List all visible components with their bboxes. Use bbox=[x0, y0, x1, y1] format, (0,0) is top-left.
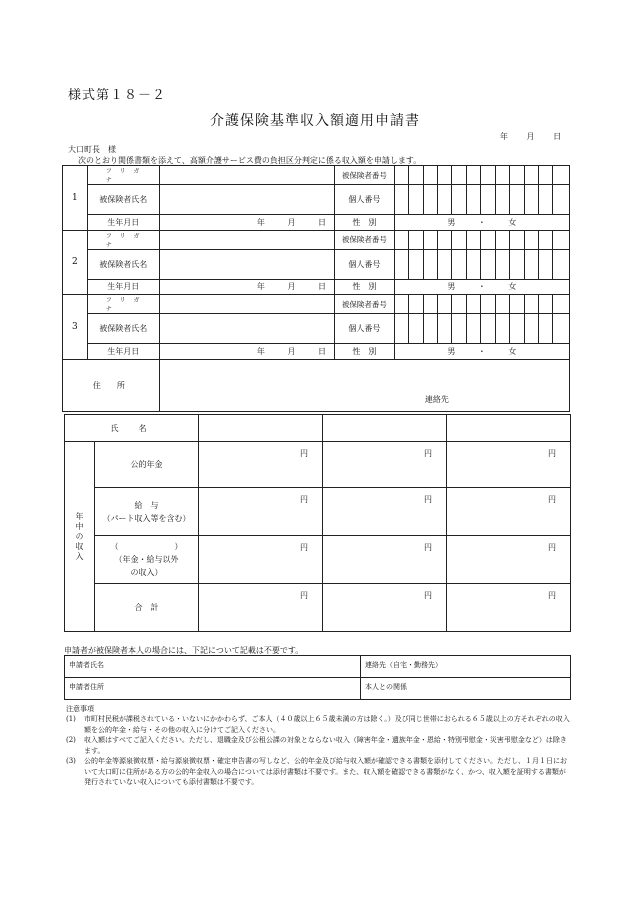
personal-number-digit[interactable] bbox=[438, 314, 452, 344]
insured-number-digit[interactable] bbox=[438, 166, 452, 185]
yen-unit: 円 bbox=[300, 495, 308, 504]
income-person-name-3[interactable] bbox=[447, 415, 571, 442]
insured-number-digit[interactable] bbox=[394, 230, 408, 249]
personal-number-digit[interactable] bbox=[481, 314, 495, 344]
furigana-field[interactable] bbox=[159, 230, 334, 249]
addressee: 大口町長 様 bbox=[68, 145, 116, 154]
form-number: 様式第１８－２ bbox=[68, 88, 167, 103]
income-person-name-2[interactable] bbox=[323, 415, 447, 442]
address-field[interactable] bbox=[159, 359, 569, 411]
personal-number-digit[interactable] bbox=[510, 249, 524, 279]
application-date: 年 月 日 bbox=[500, 132, 562, 141]
gender-options[interactable]: 男 ・ 女 bbox=[394, 344, 569, 360]
insured-number-label: 被保険者番号 bbox=[335, 295, 395, 314]
insured-number-digit[interactable] bbox=[409, 230, 423, 249]
insured-number-digit[interactable] bbox=[510, 295, 524, 314]
insured-number-digit[interactable] bbox=[394, 295, 408, 314]
requester-relation-label: 本人との関係 bbox=[365, 683, 407, 691]
income-row-label-line1: 合 計 bbox=[134, 603, 159, 612]
gender-label: 性 別 bbox=[335, 279, 395, 295]
income-amount-field[interactable] bbox=[199, 488, 323, 536]
insured-number-digit[interactable] bbox=[438, 295, 452, 314]
birth-date-field[interactable]: 年 月 日 bbox=[159, 344, 334, 360]
gender-label: 性 別 bbox=[335, 344, 395, 360]
insured-number-digit[interactable] bbox=[481, 295, 495, 314]
income-row-label-line1: （ ） bbox=[110, 542, 183, 551]
requester-contact-label: 連絡先（自宅・勤務先） bbox=[365, 661, 442, 669]
personal-number-digit[interactable] bbox=[394, 185, 408, 215]
income-amount-field[interactable] bbox=[447, 488, 571, 536]
income-amount-field[interactable] bbox=[323, 536, 447, 584]
insured-number-label: 被保険者番号 bbox=[335, 230, 395, 249]
yen-unit: 円 bbox=[300, 591, 308, 600]
applicant-index: 1 bbox=[63, 166, 88, 231]
furigana-field[interactable] bbox=[159, 295, 334, 314]
insured-number-digit[interactable] bbox=[481, 230, 495, 249]
applicant-index: 2 bbox=[63, 230, 88, 295]
income-amount-field[interactable] bbox=[447, 442, 571, 488]
yen-unit: 円 bbox=[300, 449, 308, 458]
birth-date-field[interactable]: 年 月 日 bbox=[159, 215, 334, 231]
birth-date-label: 生年月日 bbox=[87, 215, 159, 231]
insured-name-label: 被保険者氏名 bbox=[87, 249, 159, 279]
insured-number-digit[interactable] bbox=[466, 230, 480, 249]
insured-number-digit[interactable] bbox=[495, 230, 509, 249]
personal-number-digit[interactable] bbox=[438, 249, 452, 279]
insured-number-digit[interactable] bbox=[553, 166, 570, 185]
insured-number-digit[interactable] bbox=[539, 295, 553, 314]
yen-unit: 円 bbox=[424, 591, 432, 600]
birth-date-label: 生年月日 bbox=[87, 279, 159, 295]
income-amount-field[interactable] bbox=[323, 584, 447, 632]
gender-options[interactable]: 男 ・ 女 bbox=[394, 279, 569, 295]
personal-number-label: 個人番号 bbox=[335, 249, 395, 279]
income-table bbox=[64, 414, 571, 632]
personal-number-digit[interactable] bbox=[524, 314, 538, 344]
note-item bbox=[66, 735, 571, 756]
note-number: (1) bbox=[66, 715, 76, 723]
insured-number-digit[interactable] bbox=[553, 230, 570, 249]
insured-number-digit[interactable] bbox=[452, 230, 466, 249]
personal-number-digit[interactable] bbox=[510, 185, 524, 215]
personal-number-digit[interactable] bbox=[553, 185, 570, 215]
insured-number-digit[interactable] bbox=[495, 166, 509, 185]
insured-number-label: 被保険者番号 bbox=[335, 166, 395, 185]
insured-number-digit[interactable] bbox=[553, 295, 570, 314]
personal-number-digit[interactable] bbox=[466, 314, 480, 344]
yen-unit: 円 bbox=[548, 591, 556, 600]
requester-table bbox=[64, 655, 571, 700]
intro-text: 次のとおり関係書類を添えて、高額介護サービス費の負担区分判定に係る収入額を申請します。 bbox=[78, 156, 422, 165]
note-number: (2) bbox=[66, 736, 76, 744]
requester-note: 申請者が被保険者本人の場合には、下記について記載は不要です。 bbox=[64, 646, 304, 655]
income-amount-field[interactable] bbox=[447, 584, 571, 632]
requester-address-field[interactable] bbox=[65, 678, 361, 700]
insured-name-field[interactable] bbox=[159, 314, 334, 344]
personal-number-digit[interactable] bbox=[524, 249, 538, 279]
insured-number-digit[interactable] bbox=[510, 166, 524, 185]
income-person-name-1[interactable] bbox=[199, 415, 323, 442]
furigana-field[interactable] bbox=[159, 166, 334, 185]
document-title: 介護保険基準収入額適用申請書 bbox=[210, 113, 420, 129]
insured-number-digit[interactable] bbox=[524, 295, 538, 314]
address-label: 住 所 bbox=[63, 359, 160, 411]
applicant-index: 3 bbox=[63, 295, 88, 360]
personal-number-digit[interactable] bbox=[466, 249, 480, 279]
income-row-label bbox=[95, 584, 199, 632]
annual-income-side-label: 年中の収入 bbox=[65, 442, 95, 632]
income-row-label-line1: 給 与 bbox=[134, 500, 159, 510]
income-row-label bbox=[95, 442, 199, 488]
personal-number-label: 個人番号 bbox=[335, 314, 395, 344]
note-item bbox=[66, 714, 571, 735]
personal-number-digit[interactable] bbox=[510, 314, 524, 344]
yen-unit: 円 bbox=[548, 449, 556, 458]
personal-number-digit[interactable] bbox=[539, 249, 553, 279]
notes-heading: 注意事項 bbox=[66, 705, 94, 713]
income-row-label-line1: 公的年金 bbox=[130, 460, 163, 469]
personal-number-digit[interactable] bbox=[481, 249, 495, 279]
insured-name-label: 被保険者氏名 bbox=[87, 314, 159, 344]
insured-number-digit[interactable] bbox=[452, 295, 466, 314]
note-text: 収入額はすべてご記入ください。ただし、退職金及び公租公課の対象とならない収入（障害年金・遺族年金・恩給・特別弔慰金・災害弔慰金など）は除きます。 bbox=[84, 736, 567, 755]
personal-number-digit[interactable] bbox=[539, 314, 553, 344]
furigana-label: フリガナ bbox=[87, 166, 159, 185]
insured-number-digit[interactable] bbox=[524, 230, 538, 249]
requester-contact-field[interactable] bbox=[361, 656, 571, 678]
personal-number-digit[interactable] bbox=[409, 185, 423, 215]
income-amount-field[interactable] bbox=[323, 442, 447, 488]
birth-date-field[interactable]: 年 月 日 bbox=[159, 279, 334, 295]
personal-number-digit[interactable] bbox=[553, 249, 570, 279]
insured-number-digit[interactable] bbox=[481, 166, 495, 185]
insured-number-digit[interactable] bbox=[438, 230, 452, 249]
requester-name-label: 申請者氏名 bbox=[69, 661, 104, 669]
insured-name-field[interactable] bbox=[159, 185, 334, 215]
yen-unit: 円 bbox=[548, 495, 556, 504]
contact-label: 連絡先 bbox=[424, 394, 449, 404]
insured-number-digit[interactable] bbox=[539, 166, 553, 185]
personal-number-digit[interactable] bbox=[438, 185, 452, 215]
insured-name-label: 被保険者氏名 bbox=[87, 185, 159, 215]
income-name-header: 氏 名 bbox=[65, 415, 199, 442]
insured-number-digit[interactable] bbox=[409, 295, 423, 314]
income-amount-field[interactable] bbox=[199, 536, 323, 584]
furigana-label: フリガナ bbox=[87, 230, 159, 249]
income-amount-field[interactable] bbox=[323, 488, 447, 536]
personal-number-digit[interactable] bbox=[495, 249, 509, 279]
gender-options[interactable]: 男 ・ 女 bbox=[394, 215, 569, 231]
yen-unit: 円 bbox=[548, 543, 556, 552]
insured-number-digit[interactable] bbox=[495, 295, 509, 314]
income-row-label bbox=[95, 536, 199, 584]
requester-name-field[interactable] bbox=[65, 656, 361, 678]
furigana-label: フリガナ bbox=[87, 295, 159, 314]
income-row-label-line3: の収入） bbox=[130, 568, 163, 577]
personal-number-digit[interactable] bbox=[481, 185, 495, 215]
personal-number-digit[interactable] bbox=[495, 185, 509, 215]
personal-number-digit[interactable] bbox=[539, 185, 553, 215]
personal-number-digit[interactable] bbox=[452, 249, 466, 279]
personal-number-digit[interactable] bbox=[423, 249, 437, 279]
note-item bbox=[66, 756, 571, 788]
notes-list bbox=[66, 714, 571, 788]
insured-number-digit[interactable] bbox=[466, 295, 480, 314]
income-amount-field[interactable] bbox=[199, 584, 323, 632]
applicants-table bbox=[62, 165, 570, 412]
birth-date-label: 生年月日 bbox=[87, 344, 159, 360]
personal-number-digit[interactable] bbox=[409, 314, 423, 344]
personal-number-digit[interactable] bbox=[495, 314, 509, 344]
insured-number-digit[interactable] bbox=[510, 230, 524, 249]
personal-number-digit[interactable] bbox=[394, 249, 408, 279]
insured-number-digit[interactable] bbox=[423, 295, 437, 314]
insured-number-digit[interactable] bbox=[466, 166, 480, 185]
personal-number-digit[interactable] bbox=[423, 185, 437, 215]
yen-unit: 円 bbox=[424, 495, 432, 504]
personal-number-label: 個人番号 bbox=[335, 185, 395, 215]
income-amount-field[interactable] bbox=[199, 442, 323, 488]
insured-number-digit[interactable] bbox=[524, 166, 538, 185]
income-row-label-line2: （年金・給与以外 bbox=[114, 555, 179, 564]
requester-relation-field[interactable] bbox=[361, 678, 571, 700]
insured-number-digit[interactable] bbox=[394, 166, 408, 185]
personal-number-digit[interactable] bbox=[409, 249, 423, 279]
personal-number-digit[interactable] bbox=[553, 314, 570, 344]
yen-unit: 円 bbox=[300, 543, 308, 552]
personal-number-digit[interactable] bbox=[452, 314, 466, 344]
income-row-label bbox=[95, 488, 199, 536]
note-text: 公的年金等源泉徴収票・給与源泉徴収票・確定申告書の写しなど、公的年金及び給与収入額が確認できる書類を添付してください。ただし、１月１日において大口町に住所がある方の公的年金収入の場合については添付書類は不要です。また、収入額を確認できる書類がなく、かつ、収入額を証明する書類が発行されていない収入についても添付書類は不要です。 bbox=[84, 757, 567, 786]
income-amount-field[interactable] bbox=[447, 536, 571, 584]
personal-number-digit[interactable] bbox=[423, 314, 437, 344]
income-row-label-line2: （パート収入等を含む） bbox=[102, 513, 191, 523]
insured-number-digit[interactable] bbox=[539, 230, 553, 249]
insured-number-digit[interactable] bbox=[423, 230, 437, 249]
personal-number-digit[interactable] bbox=[524, 185, 538, 215]
personal-number-digit[interactable] bbox=[394, 314, 408, 344]
insured-number-digit[interactable] bbox=[452, 166, 466, 185]
personal-number-digit[interactable] bbox=[466, 185, 480, 215]
requester-address-label: 申請者住所 bbox=[69, 683, 104, 691]
gender-label: 性 別 bbox=[335, 215, 395, 231]
yen-unit: 円 bbox=[424, 543, 432, 552]
yen-unit: 円 bbox=[424, 449, 432, 458]
note-text: 市町村民税が課税されている・いないにかかわらず、ご本人（４０歳以上６５歳未満の方は除く。）及び同じ世帯におられる６５歳以上の方それぞれの収入額を公的年金・給与・その他の収入に分けてご記入ください。 bbox=[84, 715, 570, 734]
insured-name-field[interactable] bbox=[159, 249, 334, 279]
insured-number-digit[interactable] bbox=[423, 166, 437, 185]
insured-number-digit[interactable] bbox=[409, 166, 423, 185]
note-number: (3) bbox=[66, 757, 76, 765]
personal-number-digit[interactable] bbox=[452, 185, 466, 215]
